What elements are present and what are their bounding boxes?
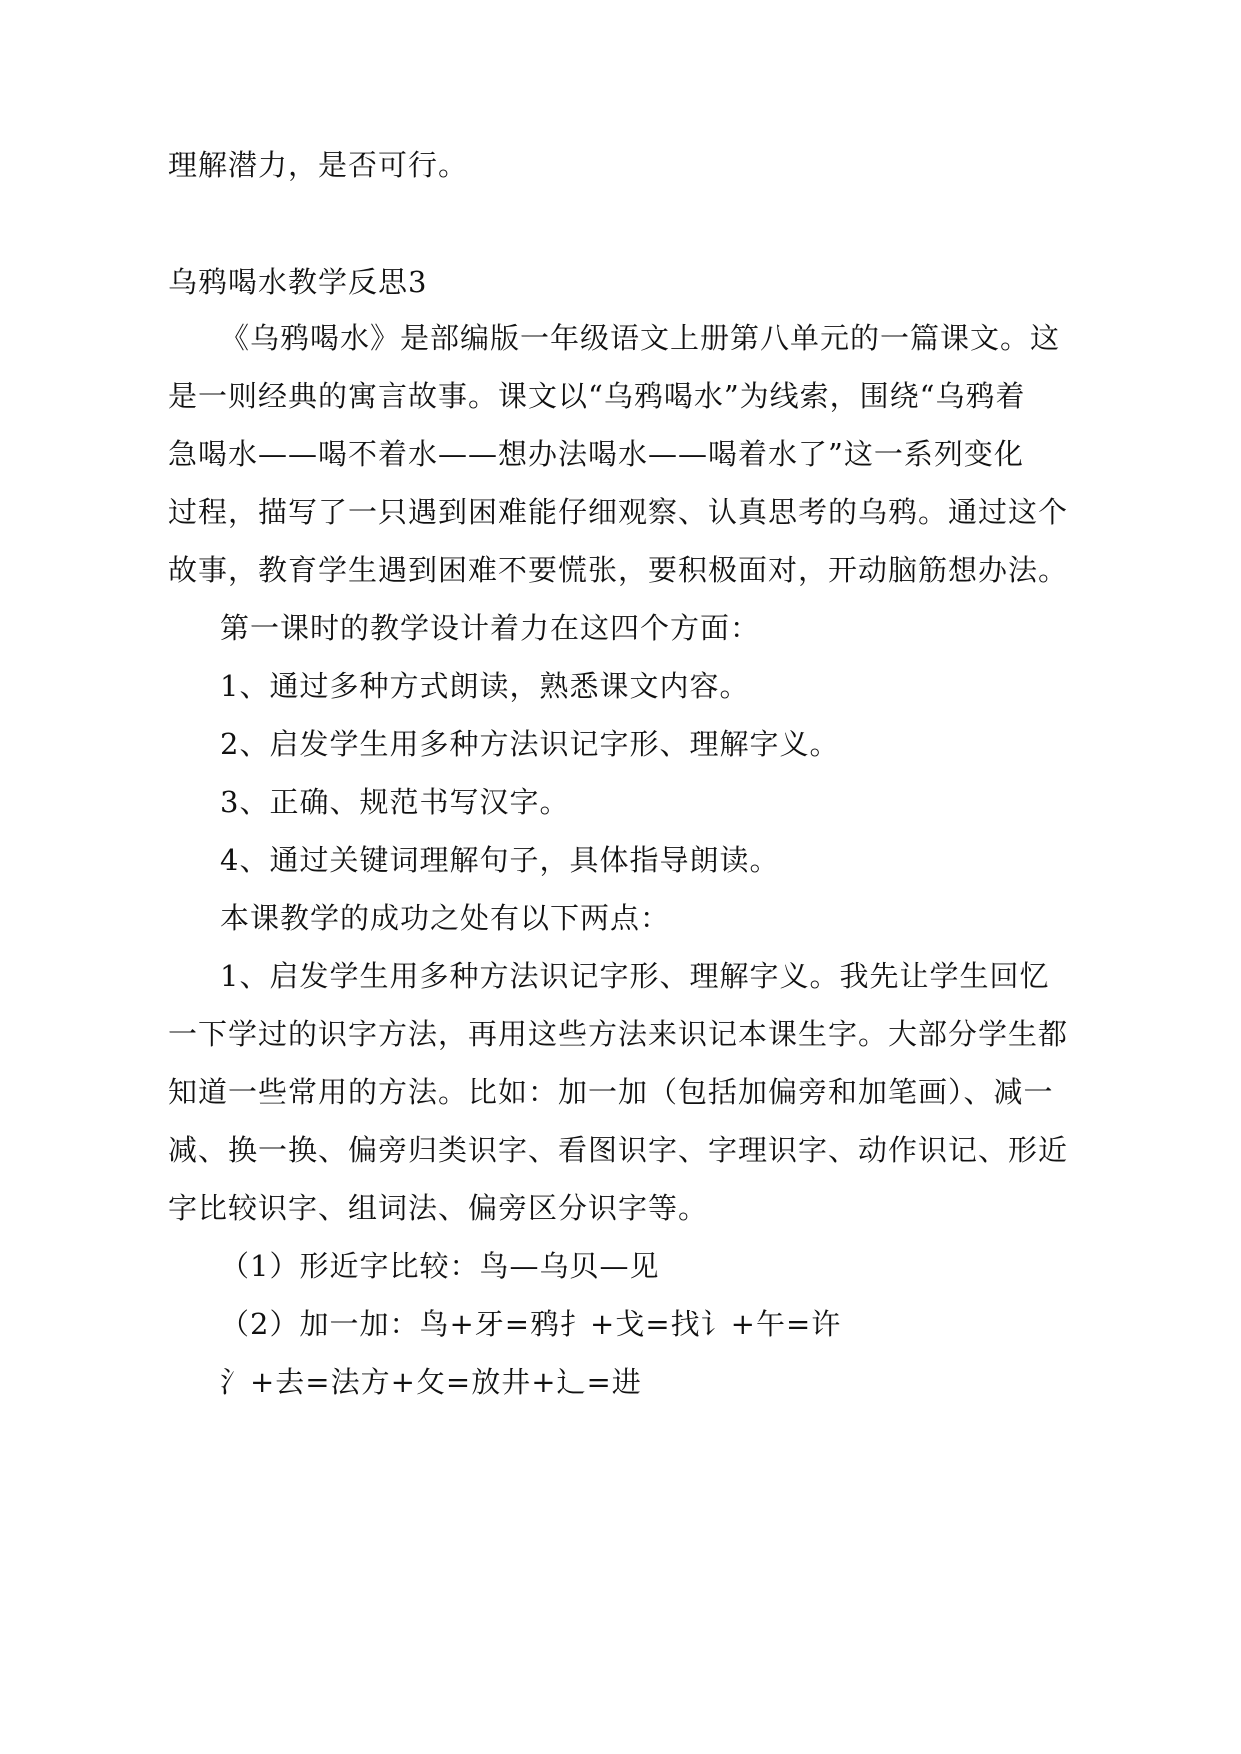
intro-line-1: 《乌鸦喝水》是部编版一年级语文上册第八单元的一篇课文。这 xyxy=(220,321,1061,355)
intro-line-2: 是一则经典的寓言故事。课文以“乌鸦喝水”为线索，围绕“乌鸦着 xyxy=(168,379,1026,413)
success-line-4: 减、换一换、偏旁归类识字、看图识字、字理识字、动作识记、形近 xyxy=(168,1133,1069,1167)
intro-line-3: 急喝水——喝不着水——想办法喝水——喝着水了”这一系列变化 xyxy=(168,437,1024,471)
success-line-1: 1、启发学生用多种方法识记字形、理解字义。我先让学生回忆 xyxy=(220,959,1050,993)
design-point-2: 2、启发学生用多种方法识记字形、理解字义。 xyxy=(220,727,840,761)
example-2: （2）加一加：鸟+牙=鸦扌+戈=找讠+午=许 xyxy=(220,1307,842,1341)
example-3: 氵+去=法方+攵=放井+辶=进 xyxy=(220,1365,642,1399)
success-intro: 本课教学的成功之处有以下两点： xyxy=(220,901,671,935)
design-point-1: 1、通过多种方式朗读，熟悉课文内容。 xyxy=(220,669,750,703)
intro-line-4: 过程，描写了一只遇到困难能仔细观察、认真思考的乌鸦。通过这个 xyxy=(168,495,1069,529)
success-line-2: 一下学过的识字方法，再用这些方法来识记本课生字。大部分学生都 xyxy=(168,1017,1069,1051)
design-intro: 第一课时的教学设计着力在这四个方面： xyxy=(220,611,761,645)
continuation-text: 理解潜力，是否可行。 xyxy=(168,148,469,182)
section-heading: 乌鸦喝水教学反思3 xyxy=(168,265,428,299)
success-line-3: 知道一些常用的方法。比如：加一加（包括加偏旁和加笔画）、减一 xyxy=(168,1075,1054,1109)
intro-line-5: 故事，教育学生遇到困难不要慌张，要积极面对，开动脑筋想办法。 xyxy=(168,553,1069,587)
design-point-4: 4、通过关键词理解句子，具体指导朗读。 xyxy=(220,843,780,877)
example-1: （1）形近字比较：鸟—乌贝—见 xyxy=(220,1249,660,1283)
design-point-3: 3、正确、规范书写汉字。 xyxy=(220,785,570,819)
success-line-5: 字比较识字、组词法、偏旁区分识字等。 xyxy=(168,1191,709,1225)
